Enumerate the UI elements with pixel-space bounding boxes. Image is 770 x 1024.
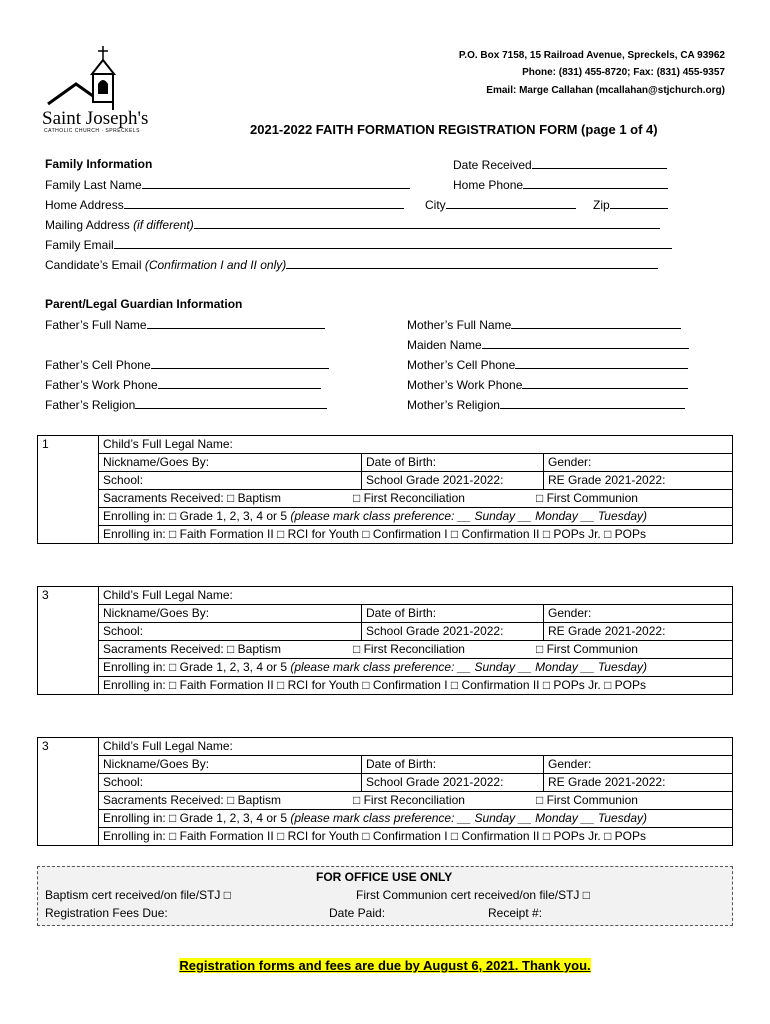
gender-field[interactable]: Gender: [544,605,733,623]
father-cell-field[interactable] [45,357,329,372]
child-block-3 [37,737,733,846]
child-full-name-field[interactable]: Child’s Full Legal Name: [99,436,733,454]
maiden-name-field[interactable] [407,337,689,352]
school-field[interactable]: School: [99,774,362,792]
father-cell-label: Father’s Cell Phone [45,358,151,372]
mother-work-label: Mother’s Work Phone [407,378,523,392]
school-field[interactable]: School: [99,623,362,641]
city-label: City [425,198,446,212]
enrolling-grades-row[interactable]: Enrolling in: □ Grade 1, 2, 3, 4 or 5 (please mark class preference: __ Sunday __ Monday __ Tuesday) [99,508,733,526]
receipt-field[interactable]: Receipt #: [488,906,543,920]
child-number: 1 [38,436,99,544]
mother-name-field[interactable] [407,317,681,332]
home-address-field[interactable] [45,197,404,212]
mother-cell-label: Mother’s Cell Phone [407,358,516,372]
school-field[interactable]: School: [99,472,362,490]
re-grade-field[interactable]: RE Grade 2021-2022: [544,774,733,792]
mother-name-label: Mother’s Full Name [407,318,512,332]
father-work-field[interactable] [45,377,321,392]
parents-heading: Parent/Legal Guardian Information [45,297,243,311]
father-religion-label: Father’s Religion [45,398,136,412]
sacraments-row[interactable]: Sacraments Received: □ Baptism □ First Reconciliation □ First Communion [99,641,733,659]
school-grade-field[interactable]: School Grade 2021-2022: [362,623,544,641]
child-number: 3 [38,587,99,695]
date-received-field[interactable] [453,157,667,172]
gender-field[interactable]: Gender: [544,756,733,774]
father-name-label: Father’s Full Name [45,318,147,332]
mailing-address-label: Mailing Address [45,218,130,232]
father-work-label: Father’s Work Phone [45,378,158,392]
city-field[interactable] [425,197,576,212]
date-paid-field[interactable]: Date Paid: [329,906,386,920]
family-last-name-field[interactable] [45,177,410,192]
school-grade-field[interactable]: School Grade 2021-2022: [362,472,544,490]
school-grade-field[interactable]: School Grade 2021-2022: [362,774,544,792]
enrolling-programs-row[interactable]: Enrolling in: □ Faith Formation II □ RCI for Youth □ Confirmation I □ Confirmation II □ POPs Jr. □ POPs [99,526,733,544]
communion-cert-checkbox[interactable]: First Communion cert received/on file/STJ □ [356,888,590,902]
family-email-label: Family Email [45,238,114,252]
enrolling-programs-row[interactable]: Enrolling in: □ Faith Formation II □ RCI for Youth □ Confirmation I □ Confirmation II □ POPs Jr. □ POPs [99,828,733,846]
child-block-2 [37,586,733,695]
family-last-name-label: Family Last Name [45,178,142,192]
child-number: 3 [38,738,99,846]
footer-note [0,958,770,973]
candidate-email-note: (Confirmation I and II only) [144,258,287,272]
logo-subtitle: CATHOLIC CHURCH · SPRECKELS [44,128,140,134]
child-full-name-field[interactable]: Child’s Full Legal Name: [99,738,733,756]
mother-cell-field[interactable] [407,357,688,372]
logo-name: Saint Joseph's [42,108,149,129]
zip-label: Zip [593,198,610,212]
child-full-name-field[interactable]: Child’s Full Legal Name: [99,587,733,605]
re-grade-field[interactable]: RE Grade 2021-2022: [544,472,733,490]
header-phone: Phone: (831) 455-8720; Fax: (831) 455-9357 [522,67,725,78]
mailing-address-note: (if different) [133,218,194,232]
header-email: Email: Marge Callahan (mcallahan@stjchurch.org) [486,85,725,96]
child-block-1 [37,435,733,544]
church-steeple-icon [40,44,160,116]
footer-text: Registration forms and fees are due by August 6, 2021. Thank you. [179,958,591,973]
father-religion-field[interactable] [45,397,327,412]
baptism-cert-checkbox[interactable]: Baptism cert received/on file/STJ □ [45,888,231,902]
father-name-field[interactable] [45,317,325,332]
enrolling-programs-row[interactable]: Enrolling in: □ Faith Formation II □ RCI for Youth □ Confirmation I □ Confirmation II □ POPs Jr. □ POPs [99,677,733,695]
home-phone-label: Home Phone [453,178,524,192]
mother-religion-field[interactable] [407,397,685,412]
office-heading: FOR OFFICE USE ONLY [316,870,453,884]
dob-field[interactable]: Date of Birth: [362,605,544,623]
dob-field[interactable]: Date of Birth: [362,756,544,774]
mother-religion-label: Mother’s Religion [407,398,500,412]
church-logo [40,44,160,134]
enrolling-grades-row[interactable]: Enrolling in: □ Grade 1, 2, 3, 4 or 5 (please mark class preference: __ Sunday __ Monday __ Tuesday) [99,810,733,828]
candidate-email-label: Candidate’s Email [45,258,142,272]
mother-work-field[interactable] [407,377,688,392]
form-title: 2021-2022 FAITH FORMATION REGISTRATION FORM (page 1 of 4) [250,122,658,137]
fees-due-field[interactable]: Registration Fees Due: [45,906,168,920]
family-heading: Family Information [45,157,153,171]
home-phone-field[interactable] [453,177,668,192]
home-address-label: Home Address [45,198,124,212]
nickname-field[interactable]: Nickname/Goes By: [99,605,362,623]
maiden-name-label: Maiden Name [407,338,482,352]
candidate-email-field[interactable] [45,257,658,272]
family-email-field[interactable] [45,237,672,252]
dob-field[interactable]: Date of Birth: [362,454,544,472]
re-grade-field[interactable]: RE Grade 2021-2022: [544,623,733,641]
mailing-address-field[interactable] [45,217,660,232]
date-received-label: Date Received [453,158,532,172]
nickname-field[interactable]: Nickname/Goes By: [99,756,362,774]
sacraments-row[interactable]: Sacraments Received: □ Baptism □ First Reconciliation □ First Communion [99,792,733,810]
enrolling-grades-row[interactable]: Enrolling in: □ Grade 1, 2, 3, 4 or 5 (please mark class preference: __ Sunday __ Monday __ Tuesday) [99,659,733,677]
gender-field[interactable]: Gender: [544,454,733,472]
header-address: P.O. Box 7158, 15 Railroad Avenue, Spreckels, CA 93962 [458,50,725,61]
sacraments-row[interactable]: Sacraments Received: □ Baptism □ First Reconciliation □ First Communion [99,490,733,508]
zip-field[interactable] [593,197,668,212]
nickname-field[interactable]: Nickname/Goes By: [99,454,362,472]
office-use-box [37,866,733,926]
